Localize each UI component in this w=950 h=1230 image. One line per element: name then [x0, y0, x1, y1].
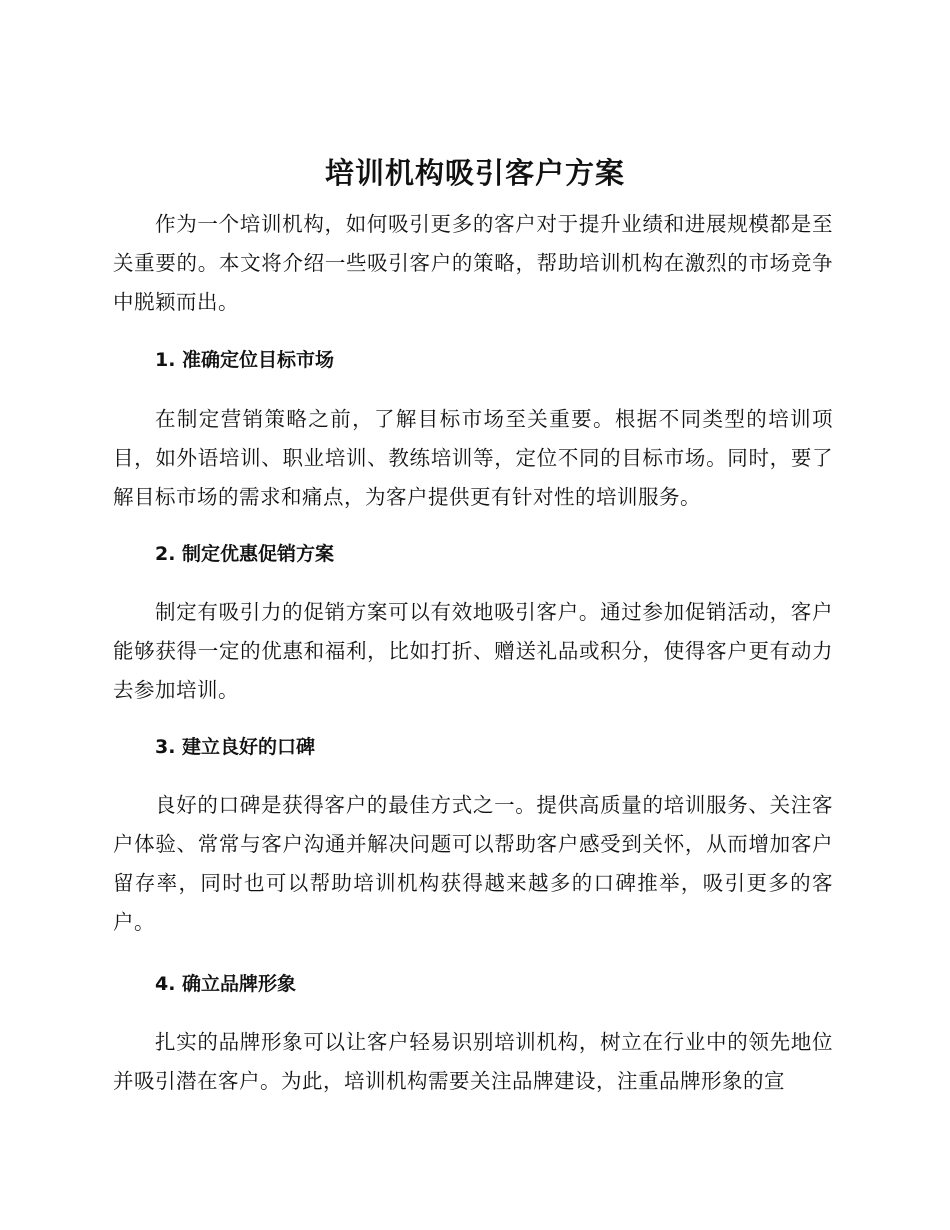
section-heading-3: 3. 建立良好的口碑 [155, 736, 316, 758]
section-body-1: 在制定营销策略之前，了解目标市场至关重要。根据不同类型的培训项目，如外语培训、职业培训、教练培训等，定位不同的目标市场。同时，要了解目标市场的需求和痛点，为客户提供更有针对性的培训服务。 [113, 407, 833, 509]
section-heading-4: 4. 确立品牌形象 [155, 973, 297, 995]
section-body-3: 良好的口碑是获得客户的最佳方式之一。提供高质量的培训服务、关注客户体验、常常与客户沟通并解决问题可以帮助客户感受到关怀，从而增加客户留存率，同时也可以帮助培训机构获得越来越多的口碑推举，吸引更多的客户。 [113, 793, 833, 934]
section-body-2: 制定有吸引力的促销方案可以有效地吸引客户。通过参加促销活动，客户能够获得一定的优惠和福利，比如打折、赠送礼品或积分，使得客户更有动力去参加培训。 [113, 600, 833, 702]
section-heading-2: 2. 制定优惠促销方案 [155, 543, 335, 565]
section-heading-1: 1. 准确定位目标市场 [155, 349, 335, 371]
document-title: 培训机构吸引客户方案 [324, 156, 625, 190]
section-body-4: 扎实的品牌形象可以让客户轻易识别培训机构，树立在行业中的领先地位并吸引潜在客户。为此，培训机构需要关注品牌建设，注重品牌形象的宣 [113, 1030, 833, 1093]
intro-paragraph: 作为一个培训机构，如何吸引更多的客户对于提升业绩和进展规模都是至关重要的。本文将介绍一些吸引客户的策略，帮助培训机构在激烈的市场竞争中脱颖而出。 [113, 212, 833, 314]
